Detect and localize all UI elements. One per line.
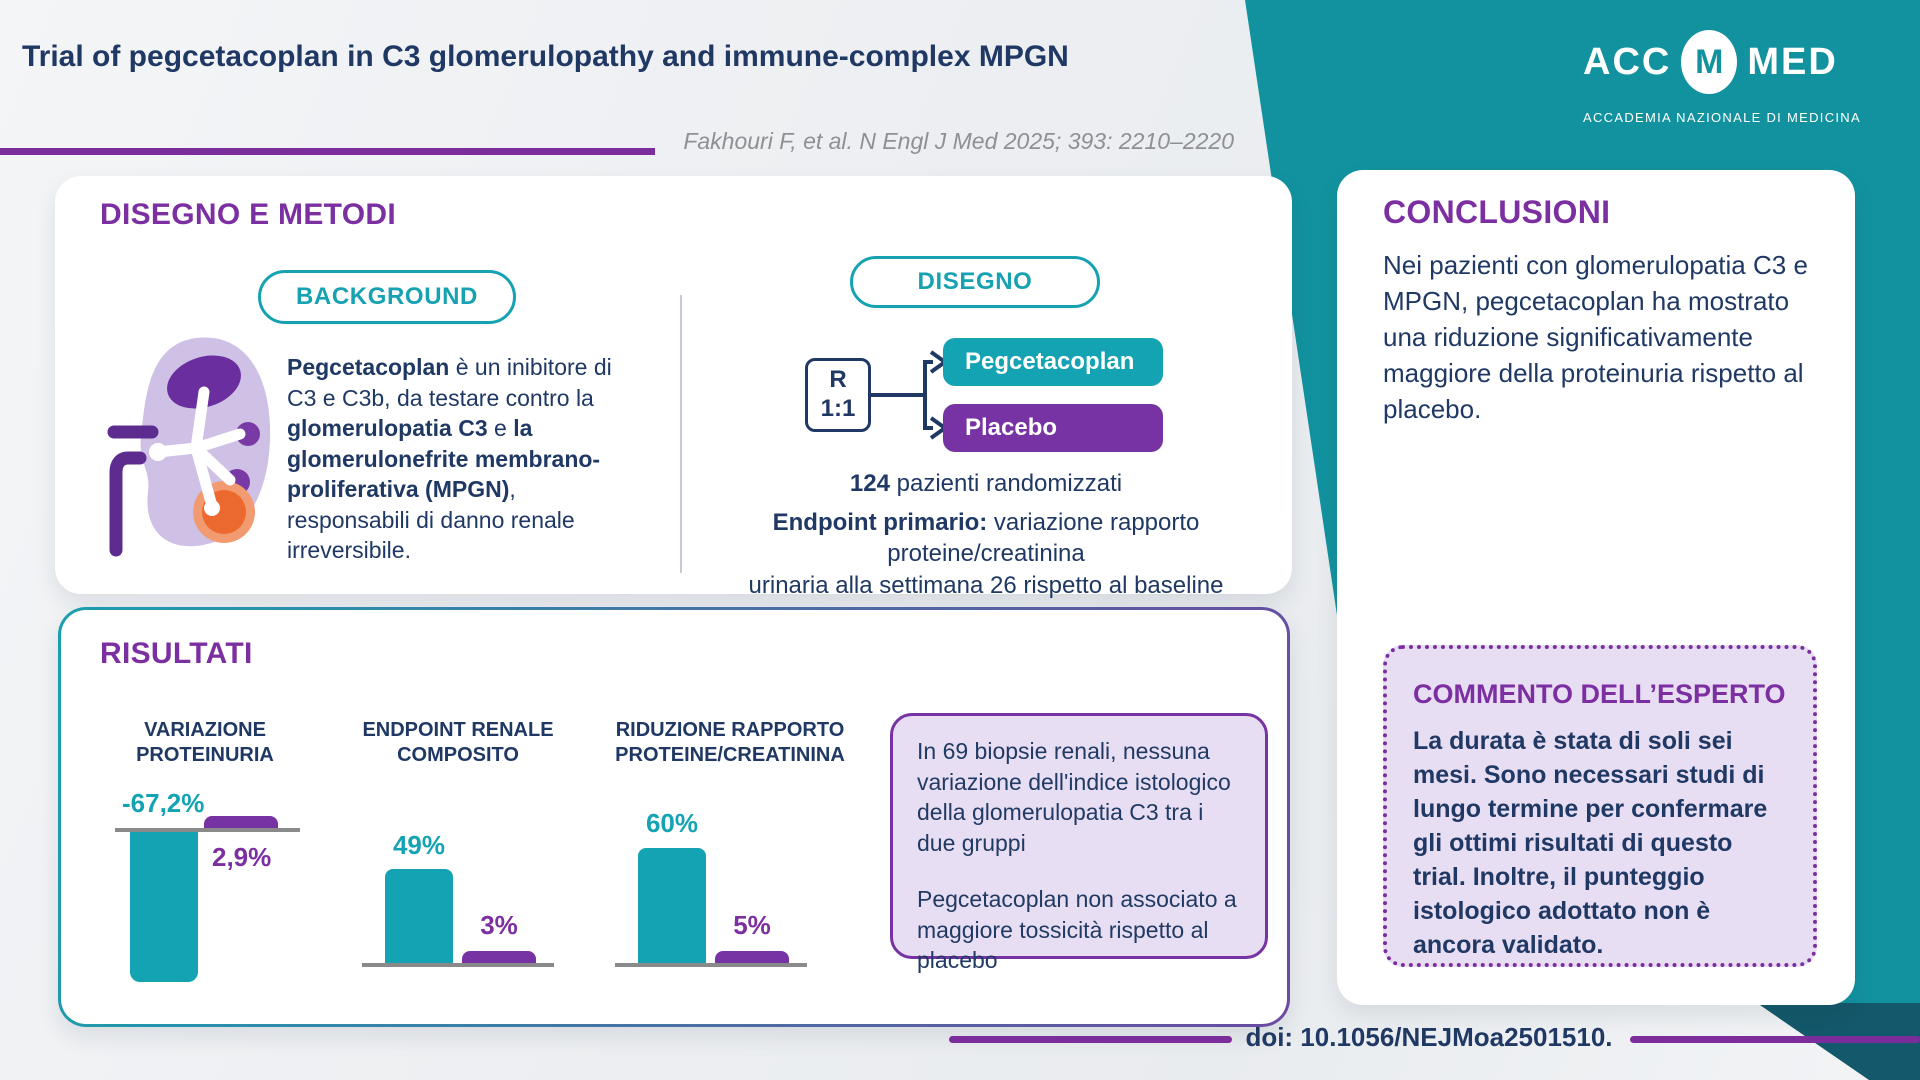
citation: Fakhouri F, et al. N Engl J Med 2025; 393: 2210–2220 <box>683 128 1234 154</box>
biopsy-note-box <box>890 713 1268 974</box>
logo-monogram-icon: M <box>1681 30 1737 94</box>
chart1-baseline <box>115 828 300 832</box>
chart2-title: ENDPOINT RENALE COMPOSITO <box>362 719 554 766</box>
chart2-purple-value-label: 3% <box>480 910 518 940</box>
chart3-bar-pegcetacoplan <box>638 848 706 965</box>
kidney-icon <box>100 330 298 558</box>
chart1-purple-value-label: 2,9% <box>212 842 272 872</box>
chart3-title: RIDUZIONE RAPPORTO PROTEINE/CREATININA <box>615 719 845 766</box>
background-paragraph: Pegcetacoplan è un inibitore di C3 e C3b, da testare contro la glomerulopatia C3 e la glomerulonefrite membrano-proliferativa (MPGN), responsabili di danno renale irreversibile. <box>287 354 612 564</box>
chart3-teal-value-label: 60% <box>645 808 699 838</box>
chart2-baseline <box>362 963 554 967</box>
page-title: Trial of pegcetacoplan in C3 glomerulopathy and immune-complex MPGN <box>22 40 1069 73</box>
chart1-bar-pegcetacoplan <box>130 832 198 982</box>
chart3-baseline <box>615 963 807 967</box>
biopsy-note-p2: Pegcetacoplan non associato a maggiore tossicità rispetto al placebo <box>917 886 1237 974</box>
randomized-count-line: 124 pazienti randomizzati <box>849 470 1123 497</box>
chart2-bar-pegcetacoplan <box>385 869 453 965</box>
conclusions-heading: CONCLUSIONI <box>1383 194 1611 230</box>
disegno-pill: DISEGNO <box>850 256 1100 308</box>
expert-comment-body: La durata è stata di soli sei mesi. Sono necessari studi di lungo termine per confermare gli ottimi risultati di questo trial. Inoltre, il punteggio istologico adottato non è ancora validato. <box>1413 727 1768 959</box>
randomization-arrows <box>865 330 955 450</box>
expert-comment-box <box>1383 645 1817 967</box>
logo-med-text: MED <box>1747 40 1838 83</box>
logo-tagline: ACCADEMIA NAZIONALE DI MEDICINA <box>1583 110 1861 125</box>
header-divider-line <box>0 148 655 155</box>
results-heading: RISULTATI <box>100 637 253 670</box>
background-pill: BACKGROUND <box>258 270 516 324</box>
methods-heading: DISEGNO E METODI <box>100 198 396 231</box>
randomization-box: R 1:1 <box>805 358 871 432</box>
expert-comment-heading: COMMENTO DELL’ESPERTO <box>1413 679 1786 709</box>
randomized-and-endpoint-text <box>680 468 1292 601</box>
accmed-logo <box>1583 30 1863 125</box>
doi-left-line <box>949 1036 1232 1043</box>
arm-pegcetacoplan: Pegcetacoplan <box>943 338 1163 386</box>
conclusions-body: Nei pazienti con glomerulopatia C3 e MPGN, pegcetacoplan ha mostrato una riduzione significativamente maggiore della proteinuria rispetto al placebo. <box>1383 250 1808 424</box>
chart2-teal-value-label: 49% <box>392 830 446 860</box>
doi-right-line <box>1630 1036 1920 1043</box>
arm-placebo: Placebo <box>943 404 1163 452</box>
doi-text: doi: 10.1056/NEJMoa2501510. <box>1245 1022 1613 1052</box>
chart3-purple-value-label: 5% <box>733 910 771 940</box>
chart1-teal-value-label: -67,2% <box>122 788 205 818</box>
logo-acc-text: ACC <box>1583 40 1672 83</box>
biopsy-note-p1: In 69 biopsie renali, nessuna variazione dell'indice istologico della glomerulopatia C3 tra i due gruppi <box>917 738 1231 856</box>
primary-endpoint-line: Endpoint primario: variazione rapporto proteine/creatinina urinaria alla settimana 26 rispetto al baseline <box>748 509 1224 599</box>
chart1-title: VARIAZIONE PROTEINURIA <box>136 719 274 766</box>
